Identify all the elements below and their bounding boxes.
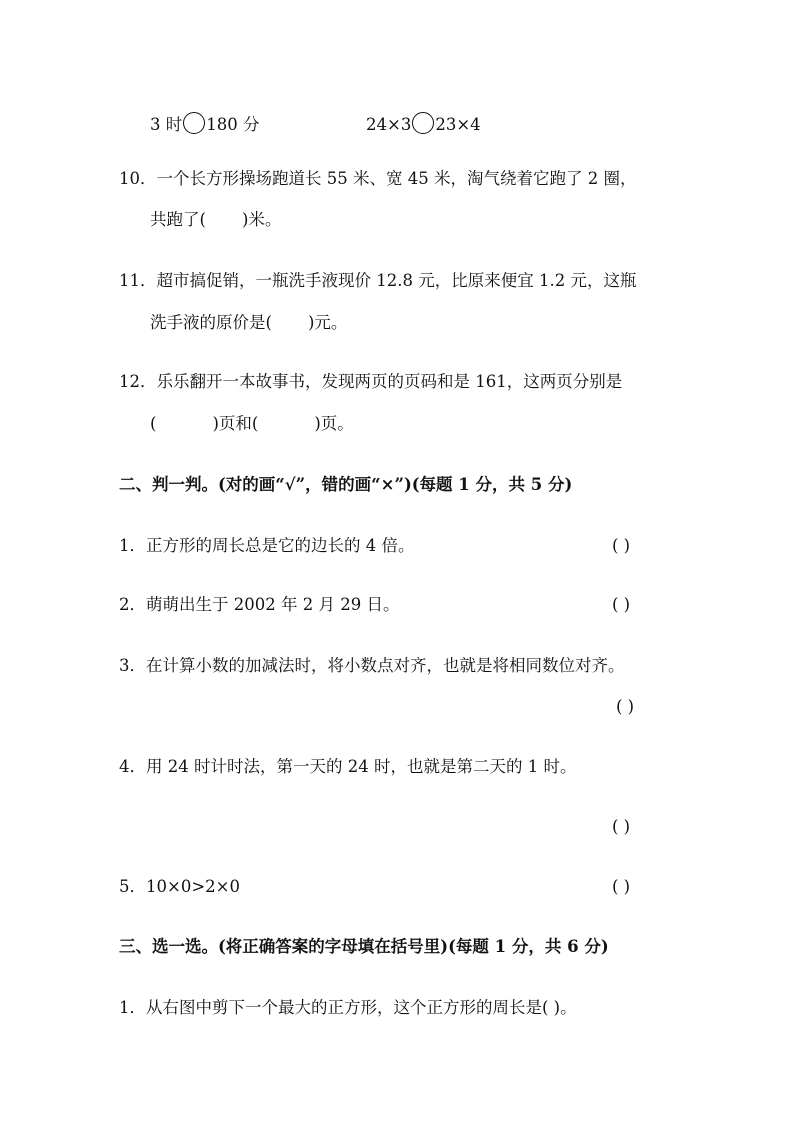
question-number: 2． [119, 595, 146, 614]
question-text: ( [150, 414, 157, 433]
question-text: 萌萌出生于 2002 年 2 月 29 日。 [146, 595, 400, 614]
question-text: )元。 [307, 313, 348, 332]
judge-item-5 [119, 876, 240, 898]
section-2-title: 二、判一判。(对的画“√”，错的画“×”)(每题 1 分，共 5 分) [119, 475, 573, 494]
question-10-line2 [150, 209, 281, 231]
question-text: )页和( [212, 414, 259, 433]
question-text: 从右图中剪下一个最大的正方形，这个正方形的周长是( )。 [146, 998, 577, 1017]
question-text: 用 24 时计时法，第一天的 24 时，也就是第二天的 1 时。 [146, 757, 577, 776]
answer-paren[interactable]: ( ) [612, 817, 631, 836]
compare-item2-right: 23×4 [435, 115, 481, 134]
question-text: 正方形的周长总是它的边长的 4 倍。 [146, 536, 415, 555]
answer-paren[interactable]: ( ) [612, 877, 631, 896]
choice-item-1 [119, 997, 577, 1019]
question-10-line1 [119, 168, 636, 190]
question-text: 超市搞促销，一瓶洗手液现价 12.8 元，比原来便宜 1.2 元，这瓶 [156, 271, 637, 290]
question-text: 一个长方形操场跑道长 55 米、宽 45 米，淘气绕着它跑了 2 圈， [156, 169, 637, 188]
judge-item-3 [119, 655, 625, 677]
question-text: 在计算小数的加减法时，将小数点对齐，也就是将相同数位对齐。 [146, 656, 625, 675]
question-number: 4． [119, 757, 146, 776]
question-number: 5． [119, 877, 146, 896]
compare-row [150, 112, 260, 136]
question-text: )页。 [314, 414, 354, 433]
question-11-line1 [119, 270, 636, 292]
question-12-line2 [150, 413, 354, 435]
question-number: 10． [119, 169, 157, 188]
compare-item1-left: 3 时 [150, 115, 183, 134]
answer-paren[interactable]: ( ) [612, 595, 631, 614]
question-number: 11． [119, 271, 157, 290]
judge-item-2 [119, 594, 399, 616]
question-12-line1 [119, 371, 622, 393]
judge-item-4 [119, 756, 576, 778]
question-11-line2 [150, 312, 347, 334]
question-text: 共跑了( [150, 210, 206, 229]
question-text: 乐乐翻开一本故事书，发现两页的页码和是 161，这两页分别是 [156, 372, 623, 391]
question-number: 3． [119, 656, 146, 675]
answer-paren[interactable]: ( ) [612, 536, 631, 555]
question-text: 10×0>2×0 [146, 877, 240, 896]
question-number: 12． [119, 372, 157, 391]
judge-item-1 [119, 535, 415, 557]
compare-circle-1[interactable] [183, 112, 205, 134]
compare-item1-right: 180 分 [206, 115, 260, 134]
question-text: )米。 [241, 210, 282, 229]
answer-paren[interactable]: ( ) [616, 697, 635, 716]
compare-circle-2[interactable] [412, 112, 434, 134]
question-number: 1． [119, 536, 146, 555]
compare-row-2 [366, 112, 481, 136]
section-3-title: 三、选一选。(将正确答案的字母填在括号里)(每题 1 分，共 6 分) [119, 937, 609, 956]
question-number: 1． [119, 998, 146, 1017]
compare-item2-left: 24×3 [366, 115, 412, 134]
question-text: 洗手液的原价是( [150, 313, 272, 332]
